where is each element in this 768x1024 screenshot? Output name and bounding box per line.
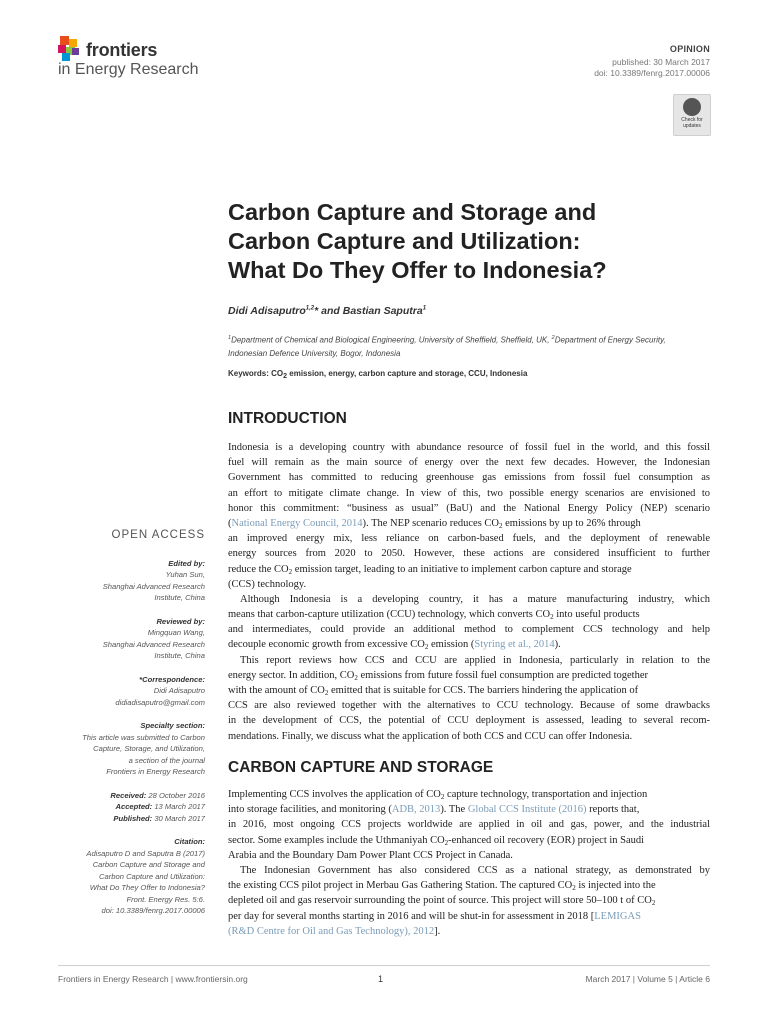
- edited-by-label: Edited by:: [168, 558, 205, 568]
- text-line: Indonesia is a developing country with abundance resource of fossil fuel in the world, and this fossil: [228, 442, 710, 453]
- text-line: Although Indonesia is a developing country, it has a mature manufacturing industry, which: [240, 593, 710, 605]
- received-label: Received:: [110, 790, 147, 800]
- author-list: [228, 305, 426, 317]
- journal-brand: frontiers: [86, 40, 158, 60]
- citation-line: Carbon Capture and Storage and: [92, 860, 205, 869]
- section-heading-introduction: INTRODUCTION: [228, 410, 347, 427]
- accepted-value: 13 March 2017: [152, 802, 205, 811]
- reviewer-line: Mingquan Wang,: [147, 628, 205, 637]
- citation-line: Carbon Capture and Utilization:: [99, 871, 205, 881]
- published-value: 30 March 2017: [152, 813, 205, 823]
- footer-issue: March 2017 | Volume 5 | Article 6: [585, 974, 710, 984]
- received-value: 28 October 2016: [146, 790, 205, 800]
- affiliation-text: Department of Energy Security,: [554, 335, 666, 345]
- section-heading-ccs: CARBON CAPTURE AND STORAGE: [228, 759, 494, 776]
- citation-link[interactable]: National Energy Council, 2014: [231, 517, 363, 529]
- affil-marker: 2: [551, 335, 555, 341]
- text-line: into storage facilities, and monitoring (ADB, 2013). The Global CCS Institute (2016) reports that,: [228, 804, 640, 816]
- corresponding-marker: *: [314, 305, 319, 317]
- accepted-date: [56, 801, 205, 813]
- text-line: per day for several months starting in 2016 and will be shut-in for assessment in 2018 [LEMIGAS: [228, 910, 641, 922]
- published-date-sidebar: [56, 813, 205, 825]
- text-line: energy sources from 2020 to 2050. However, these actions are considered insufficient to further: [228, 548, 710, 560]
- affiliation-text: Indonesian Defence University, Bogor, Indonesia: [228, 348, 401, 358]
- title-line: What Do They Offer to Indonesia?: [228, 257, 607, 283]
- affiliation-text: Department of Chemical and Biological Engineering, University of Sheffield, Sheffield, UK,: [231, 335, 552, 345]
- specialty-line: a section of the journal: [128, 755, 205, 765]
- author-separator: and: [318, 305, 343, 317]
- published-label: Published:: [113, 813, 153, 823]
- doi-link[interactable]: doi: 10.3389/fenrg.2017.00006: [594, 68, 710, 78]
- frontiers-logo-icon: [58, 36, 82, 62]
- text-line: an improved energy mix, less reliance on carbon-based fuels, and the deployment of renewable: [228, 533, 710, 545]
- text-line: honor this commitment: “business as usual” (BaU) and the National Energy Policy (NEP) scenario: [228, 502, 710, 514]
- text-line: energy sector. In addition, $CO_2$ emissions from future fossil fuel consumption are predicted together: [228, 669, 649, 682]
- citation-line: What Do They Offer to Indonesia?: [89, 883, 205, 892]
- keywords-label: Keywords:: [228, 369, 272, 378]
- text-line: fuel will remain as the main source of energy over the next few decades. However, the Indonesian: [228, 457, 710, 469]
- citation-link[interactable]: LEMIGAS: [594, 910, 641, 922]
- citation-link[interactable]: (R&D Centre for Oil and Gas Technology), 2012: [228, 925, 435, 937]
- text-line: an effort to mitigate climate change. In view of this, two possible energy scenarios are envisioned to: [228, 487, 710, 499]
- article-title: [228, 198, 698, 285]
- citation-line: doi: 10.3389/fenrg.2017.00006: [101, 906, 205, 915]
- author-link[interactable]: Bastian Saputra: [342, 305, 423, 317]
- text-line: in the development of CCS, the potential of CCU deployment is assessed, leading to several recom-: [228, 715, 710, 727]
- editor-line: Institute, China: [154, 593, 205, 602]
- check-for-updates-button[interactable]: [673, 94, 711, 136]
- article-info-sidebar: [56, 530, 205, 917]
- citation-link[interactable]: Styring et al., 2014: [474, 639, 555, 651]
- text-line: This report reviews how CCS and CCU are applied in Indonesia, particularly in relation to the: [240, 654, 710, 666]
- text-line: Government has committed to reducing greenhouse gas emissions from fossil fuel consumption as: [228, 472, 710, 484]
- page-number: 1: [378, 974, 384, 984]
- specialty-line: Capture, Storage, and Utilization,: [93, 744, 205, 753]
- citation-link[interactable]: ADB, 2013: [391, 804, 441, 816]
- editor-line: Yuhan Sun,: [165, 570, 205, 579]
- editor-line: Shanghai Advanced Research: [102, 581, 205, 591]
- text-line: The Indonesian Government has also considered CCS as a national strategy, as demonstrated by: [240, 864, 710, 876]
- keyword-text: CO: [271, 369, 284, 378]
- subscript: 2: [283, 373, 288, 380]
- footer-divider: [58, 965, 710, 966]
- keyword-text: emission, energy, carbon capture and storage, CCU, Indonesia: [287, 369, 528, 378]
- correspondence-email[interactable]: didiadisaputro@gmail.com: [115, 697, 205, 707]
- affil-marker: 1,2: [305, 305, 315, 312]
- text-line: (R&D Centre for Oil and Gas Technology), 2012].: [228, 925, 441, 937]
- text-line: CCS are also reviewed together with the alternatives to CCU technology. Because of some drawbacks: [228, 700, 710, 712]
- text-line: Arabia and the Boundary Dam Power Plant CCS Project in Canada.: [228, 849, 513, 861]
- text-line: the existing CCS pilot project in Merbau Gas Gathering Station. The captured $CO_2$ is injected into the: [228, 880, 656, 893]
- text-line: (National Energy Council, 2014). The NEP scenario reduces $CO_2$ emissions by up to 26% through: [228, 517, 641, 530]
- text-line: mendations. Finally, we discuss what the application of both CCS and CCU can offer Indonesia.: [228, 730, 633, 742]
- text-line: decouple economic growth from excessive $CO_2$ emission (Styring et al., 2014).: [228, 639, 561, 652]
- received-date: [56, 790, 205, 802]
- text-line: and intermediates, could provide an additional method to complement CCS technology and help: [228, 624, 710, 636]
- author-link[interactable]: Didi Adisaputro: [228, 305, 306, 317]
- affiliations: [228, 332, 710, 360]
- title-line: Carbon Capture and Utilization:: [228, 228, 581, 254]
- check-updates-icon: [683, 98, 701, 116]
- journal-name: in Energy Research: [58, 61, 199, 78]
- citation-label: Citation:: [174, 837, 205, 846]
- open-access-label: OPEN ACCESS: [111, 529, 205, 541]
- text-line: in 2016, most ongoing CCS projects worldwide are applied in oil and gas, power, and the industrial: [228, 819, 710, 831]
- reviewed-by-label: Reviewed by:: [156, 616, 205, 626]
- footer-journal[interactable]: Frontiers in Energy Research | www.frontiersin.org: [58, 974, 248, 984]
- introduction-text: [228, 440, 710, 744]
- reviewer-line: Institute, China: [154, 651, 205, 660]
- specialty-line: This article was submitted to Carbon: [82, 732, 205, 742]
- article-type: OPINION: [669, 44, 710, 54]
- reviewer-line: Shanghai Advanced Research: [102, 639, 205, 649]
- specialty-section-label: Specialty section:: [140, 721, 205, 730]
- text-line: with the amount of $CO_2$ emitted that is suitable for CCS. The barriers hindering the application of: [228, 685, 639, 697]
- correspondence-name: Didi Adisaputro: [153, 686, 205, 695]
- correspondence-label: *Correspondence:: [139, 674, 205, 684]
- text-line: reduce the $CO_2$ emission target, leading to an initiative to implement carbon capture and storage: [228, 563, 632, 576]
- affil-marker: 1: [422, 305, 427, 312]
- check-updates-label: Check for updates: [681, 117, 703, 129]
- affil-marker: 1: [228, 335, 232, 341]
- text-line: sector. Some examples include the Uthmaniyah $CO_2$-enhanced oil recovery (EOR) project in Saudi: [228, 834, 645, 847]
- text-line: Implementing CCS involves the application of $CO_2$ capture technology, transportation and injection: [228, 789, 648, 801]
- keywords: [228, 369, 527, 380]
- citation-line: Adisaputro D and Saputra B (2017): [86, 848, 205, 858]
- citation-link[interactable]: Global CCS Institute (2016): [467, 804, 587, 816]
- published-date: published: 30 March 2017: [612, 57, 710, 67]
- text-line: (CCS) technology.: [228, 578, 307, 590]
- text-line: means that carbon-capture utilization (CCU) technology, which converts $CO_2$ into useful products: [228, 609, 640, 622]
- accepted-label: Accepted:: [115, 802, 153, 811]
- specialty-line: Frontiers in Energy Research: [106, 767, 205, 776]
- ccs-text: [228, 787, 710, 939]
- text-line: depleted oil and gas reservoir surrounding the point of source. This project will store 50–100 t of $CO_2$: [228, 895, 656, 908]
- title-line: Carbon Capture and Storage and: [228, 199, 597, 225]
- citation-line: Front. Energy Res. 5:6.: [126, 894, 205, 904]
